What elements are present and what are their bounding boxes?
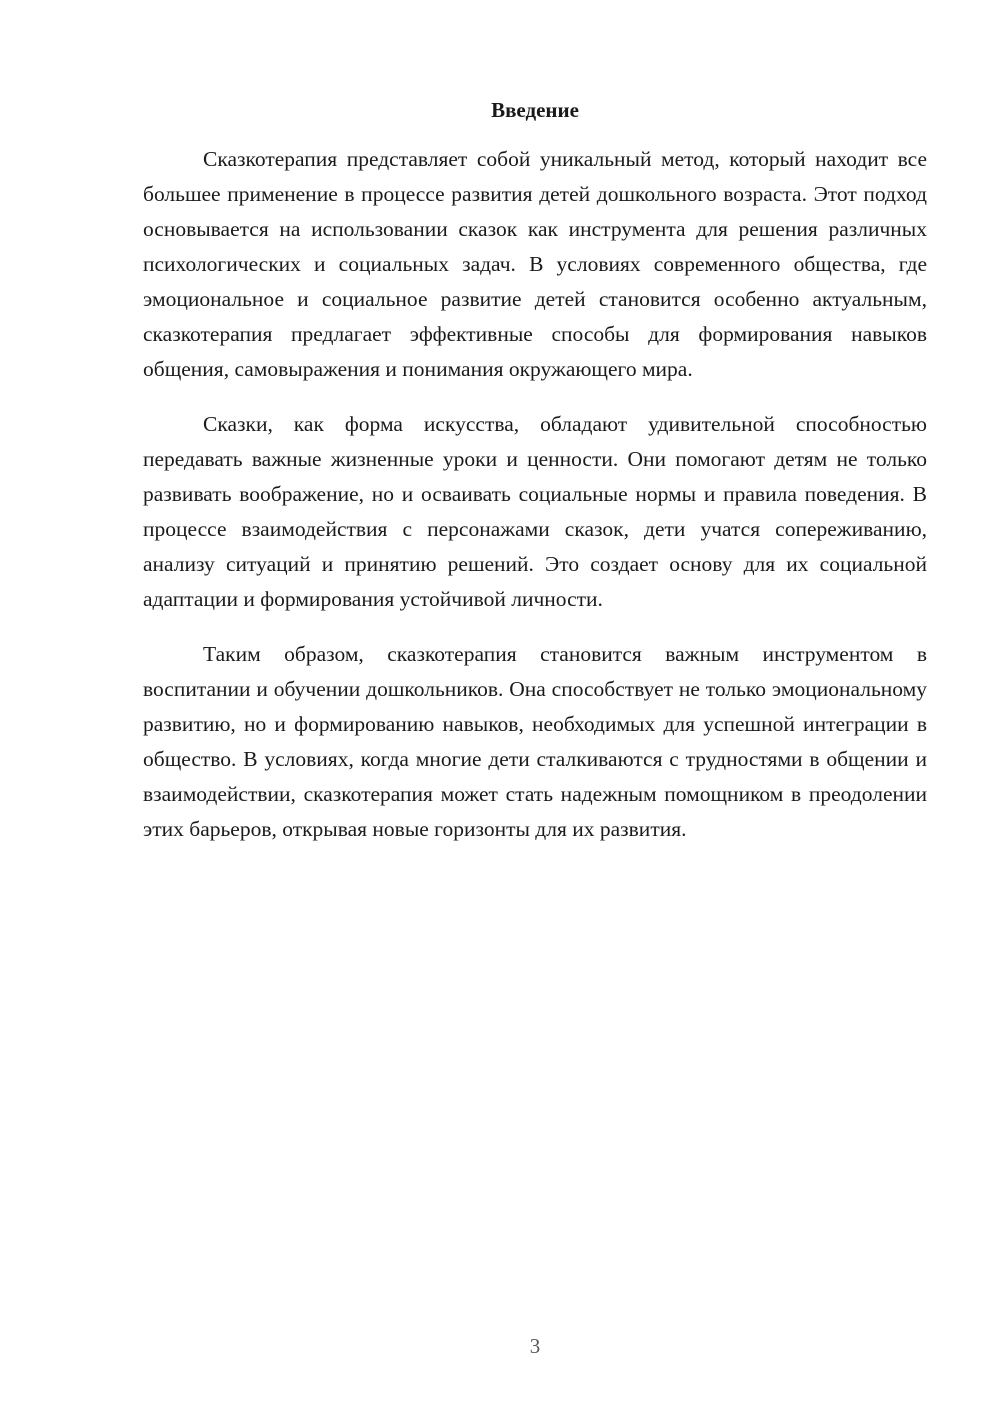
paragraph-1: Сказкотерапия представляет собой уникальный метод, который находит все большее применение в процессе развития детей дошкольного возраста. Этот подход основывается на использовании сказок как инструмента для решения различных психологических и социальных задач. В условиях современного общества, где эмоциональное и социальное развитие детей становится особенно актуальным, сказкотерапия предлагает эффективные способы для формирования навыков общения, самовыражения и понимания окружающего мира. [143,147,927,381]
document-body [143,142,927,847]
page-number: 3 [529,1334,541,1358]
paragraph-3: Таким образом, сказкотерапия становится важным инструментом в воспитании и обучении дошкольников. Она способствует не только эмоциональному развитию, но и формированию навыков, необходимых для успешной интеграции в общество. В условиях, когда многие дети сталкиваются с трудностями в общении и взаимодействии, сказкотерапия может стать надежным помощником в преодолении этих барьеров, открывая новые горизонты для их развития. [143,642,927,841]
page-title: Введение [491,98,579,122]
paragraph-2: Сказки, как форма искусства, обладают удивительной способностью передавать важные жизненные уроки и ценности. Они помогают детям не только развивать воображение, но и осваивать социальные нормы и правила поведения. В процессе взаимодействия с персонажами сказок, дети учатся сопереживанию, анализу ситуаций и принятию решений. Это создает основу для их социальной адаптации и формирования устойчивой личности. [143,412,927,611]
